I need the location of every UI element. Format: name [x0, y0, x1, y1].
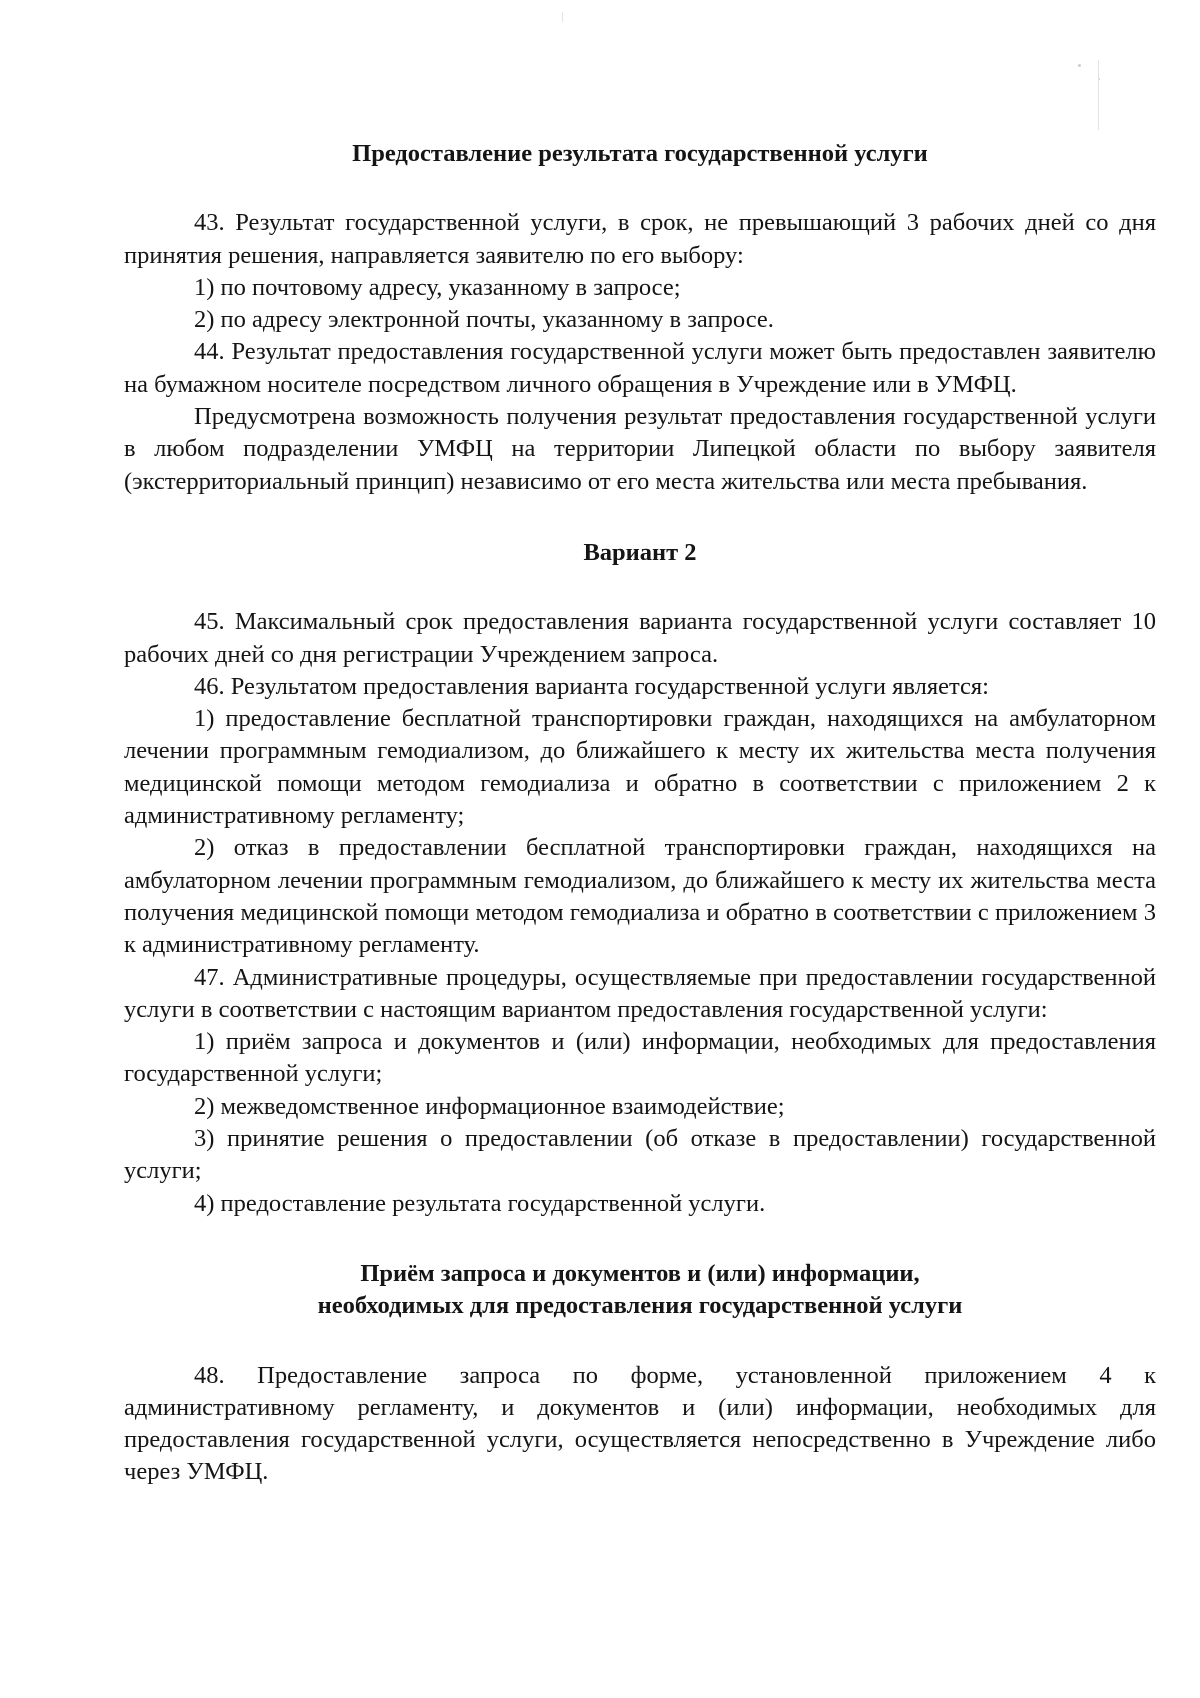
- list-item-46-2: 2) отказ в предоставлении бесплатной транспортировки граждан, находящихся на амбулаторном лечении программным гемодиализом, до ближайшего к месту их жительства места получения медицинской помощи методом гемодиализа и обратно в соответствии с приложением 3 к административному регламенту.: [124, 834, 1156, 959]
- paragraph-45: 45. Максимальный срок предоставления варианта государственной услуги составляет 10 рабочих дней со дня регистрации Учреждением запроса.: [124, 608, 1156, 668]
- section-heading-request-intake-line-2: необходимых для предоставления государственной услуги: [317, 1292, 963, 1320]
- list-item-46-1: 1) предоставление бесплатной транспортировки граждан, находящихся на амбулаторном лечении программным гемодиализом, до ближайшего к месту их жительства места получения медицинской помощи методом гемодиализа и обратно в соответствии с приложением 2 к административному регламенту;: [124, 705, 1156, 830]
- spacer: [124, 1220, 1156, 1258]
- scan-artifact: [562, 12, 563, 22]
- paragraph-44: 44. Результат предоставления государственной услуги может быть предоставлен заявителю на бумажном носителе посредством личного обращения в Учреждение или в УМФЦ.: [124, 338, 1156, 398]
- paragraph-47: 47. Административные процедуры, осуществляемые при предоставлении государственной услуги в соответствии с настоящим вариантом предоставления государственной услуги:: [124, 963, 1156, 1023]
- document-body: [124, 138, 1156, 1489]
- list-item-47-2: 2) межведомственное информационное взаимодействие;: [194, 1092, 785, 1120]
- paragraph-46: 46. Результатом предоставления варианта государственной услуги является:: [194, 672, 989, 700]
- section-heading-request-intake-line-1: Приём запроса и документов и (или) информации,: [360, 1259, 920, 1287]
- list-item-43-1: 1) по почтовому адресу, указанному в запросе;: [194, 273, 681, 301]
- list-item-47-1: 1) приём запроса и документов и (или) информации, необходимых для предоставления государственной услуги;: [124, 1028, 1156, 1088]
- list-item-43-2: 2) по адресу электронной почты, указанному в запросе.: [194, 306, 774, 334]
- section-heading-variant-2: Вариант 2: [583, 538, 697, 566]
- paragraph-44-extraterritorial: Предусмотрена возможность получения результат предоставления государственной услуги в любом подразделении УМФЦ на территории Липецкой области по выбору заявителя (экстерриториальный принцип) независимо от его места жительства или места пребывания.: [124, 403, 1156, 495]
- scan-artifact: [1078, 64, 1081, 67]
- spacer: [124, 569, 1156, 606]
- spacer: [124, 498, 1156, 537]
- section-heading-result-delivery: Предоставление результата государственной услуги: [352, 140, 928, 167]
- list-item-47-4: 4) предоставление результата государственной услуги.: [194, 1189, 766, 1217]
- list-item-47-3: 3) принятие решения о предоставлении (об отказе в предоставлении) государственной услуги;: [124, 1125, 1156, 1185]
- spacer: [124, 170, 1156, 207]
- spacer: [124, 1323, 1156, 1360]
- scan-artifact: [1098, 60, 1099, 130]
- paragraph-48: 48. Предоставление запроса по форме, установленной приложением 4 к административному регламенту, и документов и (или) информации, необходимых для предоставления государственной услуги, осуществляется непосредственно в Учреждение либо через УМФЦ.: [124, 1361, 1156, 1486]
- paragraph-43: 43. Результат государственной услуги, в срок, не превышающий 3 рабочих дней со дня принятия решения, направляется заявителю по его выбору:: [124, 209, 1156, 269]
